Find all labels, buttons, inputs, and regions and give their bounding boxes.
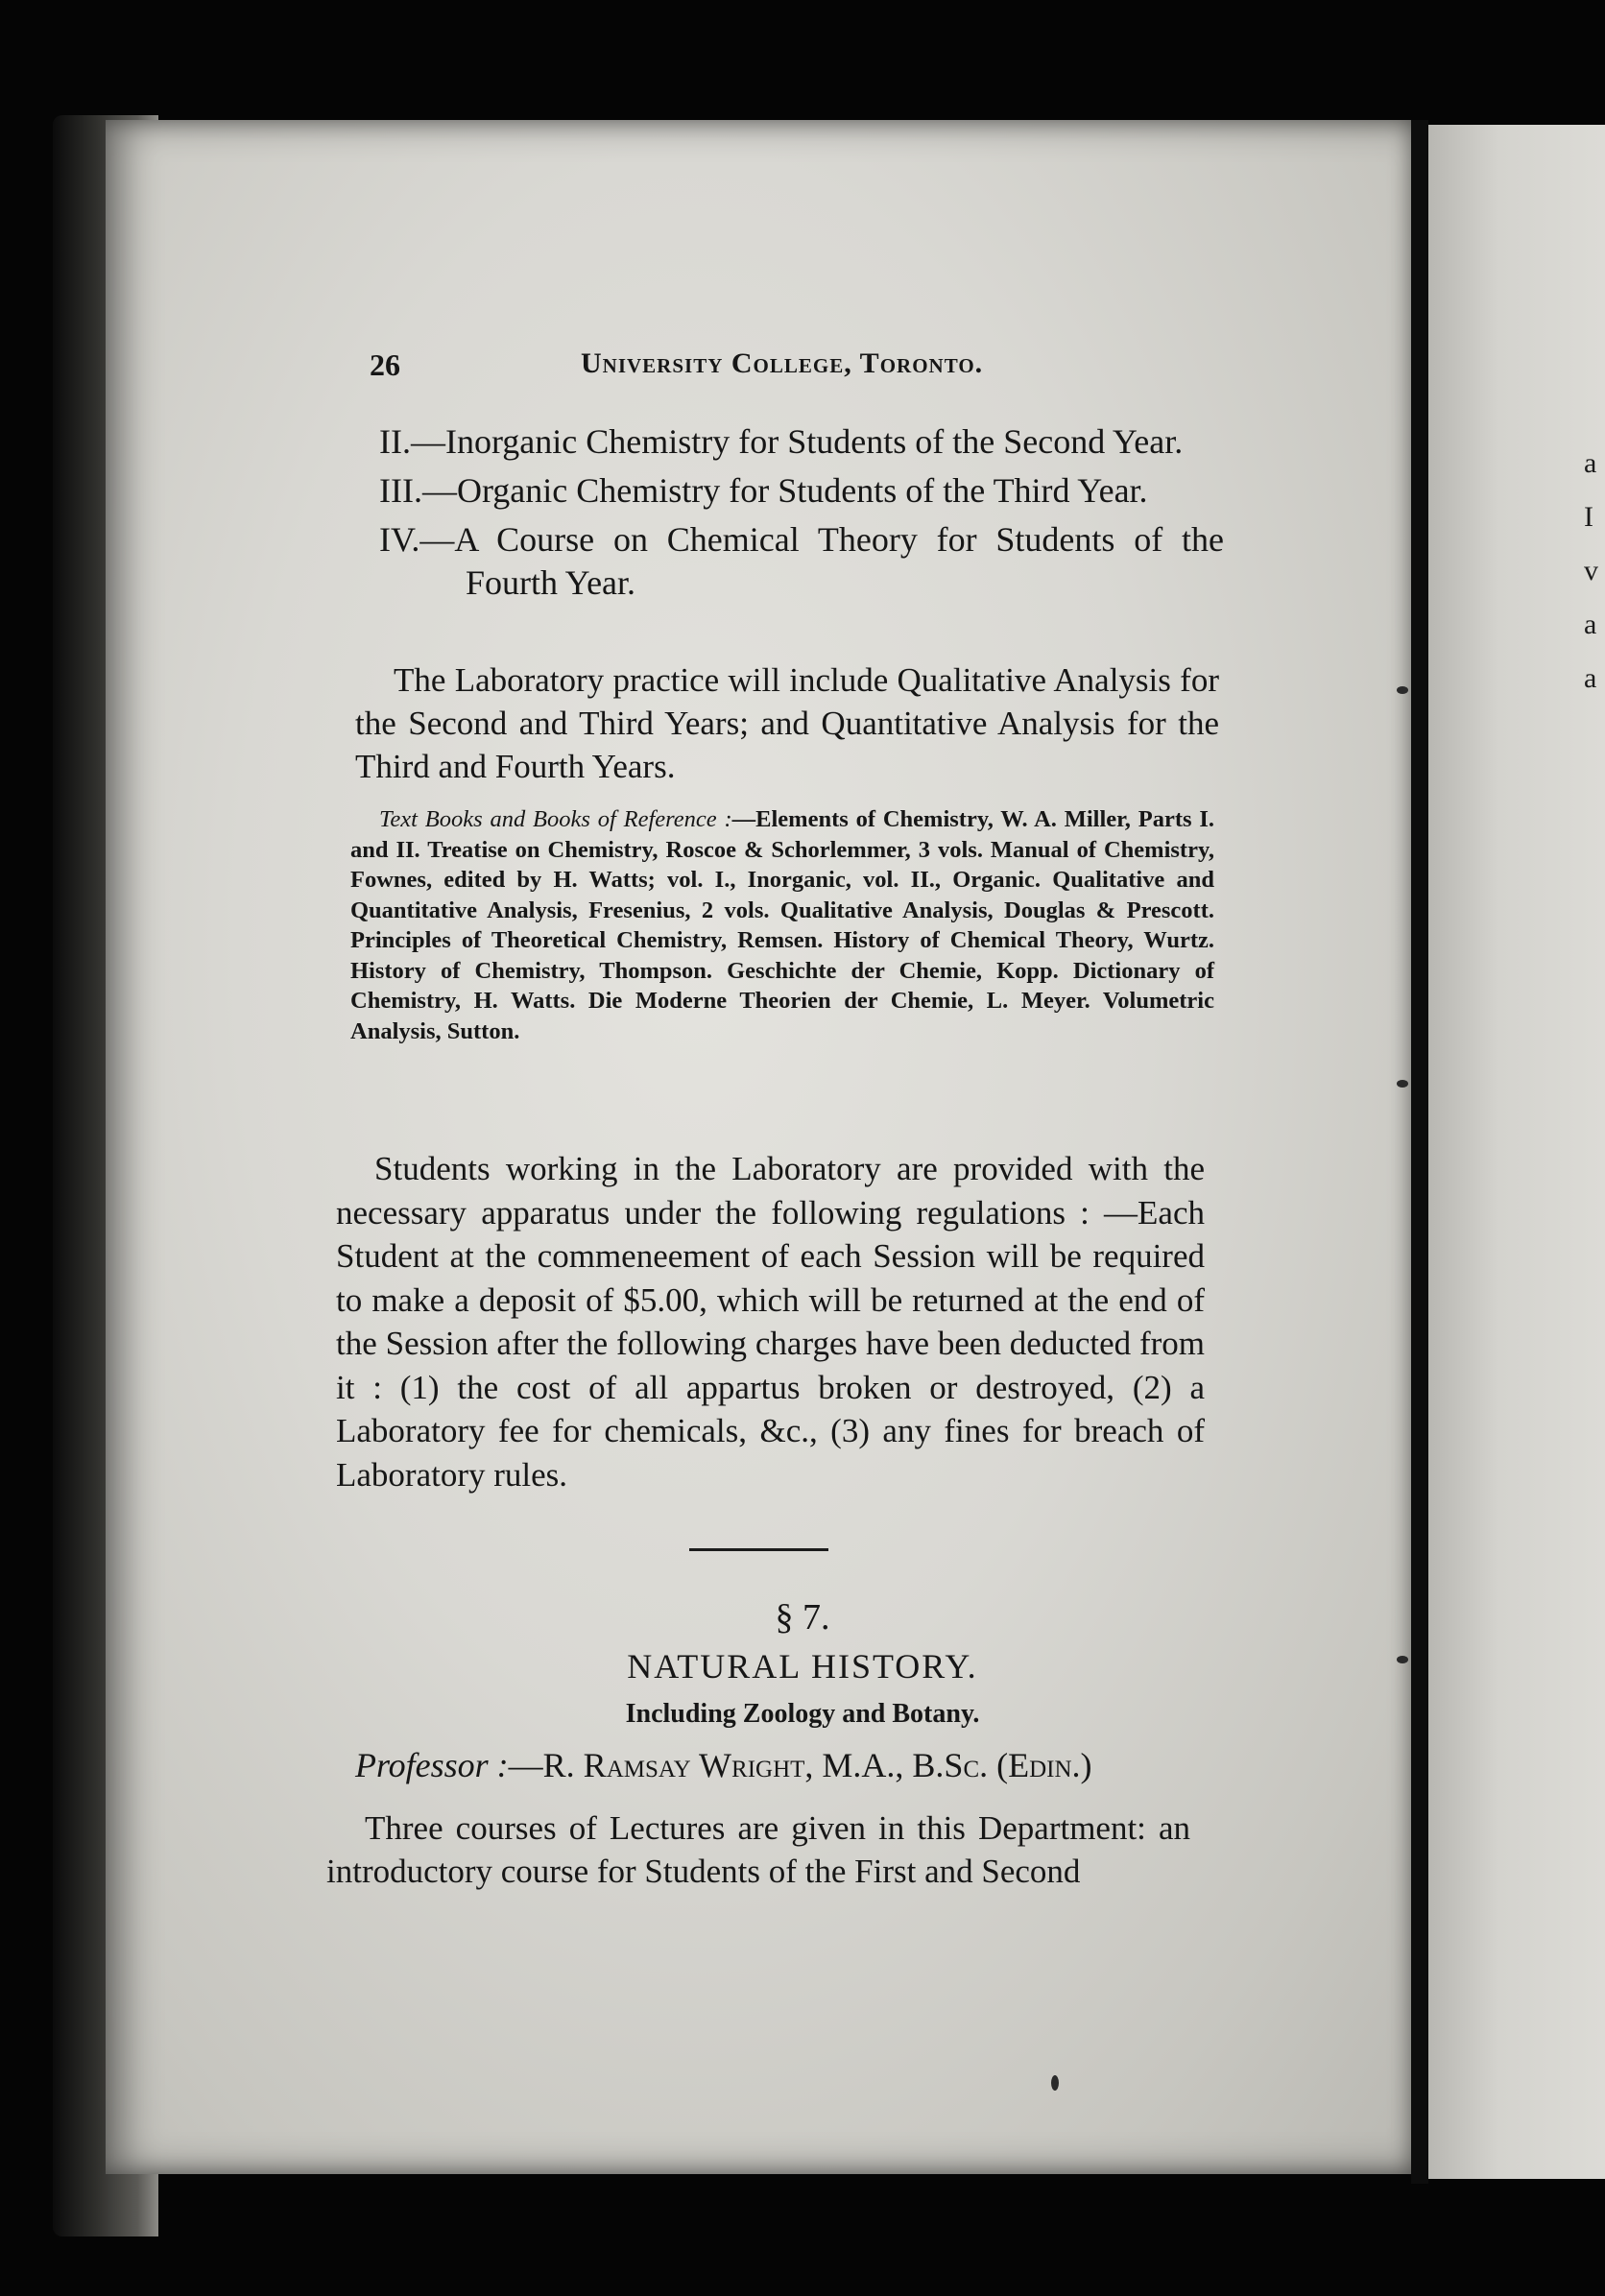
facing-letter: a [1584, 609, 1597, 640]
course-item: IV.—A Course on Chemical Theory for Students of the Fourth Year. [379, 520, 1224, 602]
ink-speck [1397, 1656, 1408, 1663]
references-text: —Elements of Chemistry, W. A. Miller, Parts I. and II. Treatise on Chemistry, Roscoe & Schorlemmer, 3 vols. Manual of Chemistry, Fownes, edited by H. Watts; vol. I., Inorganic, vol. II., Organic. Qualitative and Quantitative Analysis, Fresenius, 2 vols. Qualitative Analysis, Douglas & Prescott. Principles of Theoretical Chemistry, Remsen. History of Chemical Theory, Wurtz. History of Chemistry, Thompson. Geschichte der Chemie, Kopp. Dictionary of Chemistry, H. Watts. Die Moderne Theorien der Chemie, L. Meyer. Volumetric Analysis, Sutton. [350, 806, 1215, 1044]
facing-letter: v [1584, 555, 1598, 586]
lab-practice-paragraph: The Laboratory practice will include Qualitative Analysis for the Second and Third Years; and Quantitative Analysis for the Third and Fourth Years. [355, 661, 1219, 785]
lab-regulations-paragraph: Students working in the Laboratory are provided with the necessary apparatus under the following regulations : —Each Student at the commeneement of each Session will be required to make a deposit of $5.00, which will be returned at the end of the Session after the following charges have been deducted from it : (1) the cost of all appartus broken or destroyed, (2) a Laboratory fee for chemicals, &c., (3) any fines for breach of Laboratory rules. [336, 1150, 1205, 1494]
section-number: § 7. [775, 1597, 830, 1638]
course-item: II.—Inorganic Chemistry for Students of the Second Year. [379, 422, 1184, 461]
page-header [370, 347, 1234, 386]
facing-letter: a [1584, 447, 1597, 479]
professor-name: —R. Ramsay Wright, M.A., B.Sc. (Edin.) [508, 1746, 1092, 1784]
professor-line [355, 1745, 1219, 1785]
references-paragraph [350, 804, 1214, 1046]
facing-letter: a [1584, 662, 1597, 694]
course-item: III.—Organic Chemistry for Students of the Third Year. [379, 471, 1148, 510]
section-title: NATURAL HISTORY. [627, 1647, 978, 1686]
course-list [379, 420, 1224, 610]
section-intro-paragraph: Three courses of Lectures are given in this Department: an introductory course for Students of the First and Second [326, 1809, 1190, 1890]
ink-speck [1397, 686, 1408, 694]
running-head: University College, Toronto. [581, 347, 984, 379]
references-label: Text Books and Books of Reference : [379, 806, 732, 832]
ink-speck [1051, 2075, 1059, 2091]
section-subtitle: Including Zoology and Botany. [625, 1699, 980, 1729]
page-number: 26 [370, 347, 400, 382]
professor-label: Professor : [355, 1746, 509, 1784]
facing-letter: I [1584, 501, 1593, 533]
section-divider [689, 1548, 828, 1551]
ink-speck [1397, 1080, 1408, 1088]
